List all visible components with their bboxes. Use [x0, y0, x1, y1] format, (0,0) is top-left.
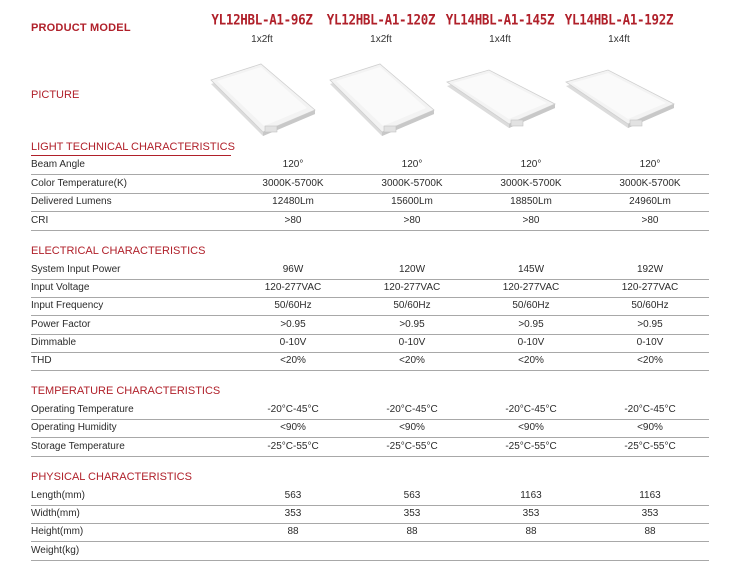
row-value: 88: [644, 526, 656, 537]
table-row: [31, 487, 709, 506]
row-value: 3000K-5700K: [381, 178, 443, 189]
row-label: Color Temperature(K): [31, 178, 127, 189]
model-name-2: YL12HBL-A1-120Z: [326, 10, 436, 29]
row-value: 50/60Hz: [631, 300, 669, 311]
row-label: Operating Humidity: [31, 422, 117, 433]
model-name-4: YL14HBL-A1-192Z: [564, 10, 674, 29]
row-value: 0-10V: [636, 337, 664, 348]
row-value: 120°: [639, 159, 661, 170]
row-value: 120°: [401, 159, 423, 170]
row-value: 120°: [520, 159, 542, 170]
table-row: [31, 193, 709, 212]
row-value: 3000K-5700K: [500, 178, 562, 189]
row-value: 50/60Hz: [512, 300, 550, 311]
product-image-4: [560, 62, 678, 142]
row-value: 353: [284, 508, 302, 519]
row-value: 120-277VAC: [383, 282, 441, 293]
row-label: Input Voltage: [31, 282, 90, 293]
section-title-temperature: TEMPERATURE CHARACTERISTICS: [31, 385, 221, 397]
row-value: <20%: [518, 355, 544, 366]
row-label: Dimmable: [31, 337, 77, 348]
row-value: 145W: [517, 264, 545, 275]
model-size-4: 1x4ft: [608, 34, 630, 45]
row-value: -20°C-45°C: [624, 404, 676, 415]
product-image-3: [441, 62, 559, 142]
row-label: THD: [31, 355, 52, 366]
row-value: >0.95: [518, 319, 544, 330]
row-value: >80: [284, 215, 302, 226]
product-image-1: [203, 62, 321, 142]
table-row: [31, 352, 709, 371]
table-row: [31, 156, 709, 175]
row-value: >80: [403, 215, 421, 226]
picture-label: PICTURE: [31, 89, 80, 101]
row-value: -25°C-55°C: [267, 441, 319, 452]
model-name-1: YL12HBL-A1-96Z: [211, 10, 313, 29]
model-size-1: 1x2ft: [251, 34, 273, 45]
row-value: 1163: [639, 490, 661, 501]
row-value: 88: [287, 526, 299, 537]
table-row: [31, 438, 709, 457]
row-value: <20%: [399, 355, 425, 366]
row-value: 120W: [398, 264, 426, 275]
row-value: <90%: [399, 422, 425, 433]
table-row: [31, 523, 709, 542]
table-row: [31, 212, 709, 231]
row-value: <90%: [518, 422, 544, 433]
row-value: >0.95: [399, 319, 425, 330]
row-value: 120-277VAC: [264, 282, 322, 293]
row-value: -20°C-45°C: [386, 404, 438, 415]
row-value: -25°C-55°C: [386, 441, 438, 452]
row-value: 88: [406, 526, 418, 537]
section-title-light: LIGHT TECHNICAL CHARACTERISTICS: [31, 141, 235, 153]
row-value: 18850Lm: [510, 196, 552, 207]
table-row: [31, 401, 709, 420]
row-value: 120-277VAC: [502, 282, 560, 293]
row-label: Storage Temperature: [31, 441, 125, 452]
row-value: 120-277VAC: [621, 282, 679, 293]
row-value: 96W: [282, 264, 304, 275]
row-value: >80: [641, 215, 659, 226]
row-value: -25°C-55°C: [624, 441, 676, 452]
table-row: [31, 316, 709, 335]
row-label: Operating Temperature: [31, 404, 134, 415]
row-value: -20°C-45°C: [267, 404, 319, 415]
row-value: 3000K-5700K: [262, 178, 324, 189]
row-value: 3000K-5700K: [619, 178, 681, 189]
row-value: 563: [403, 490, 421, 501]
row-value: -25°C-55°C: [505, 441, 557, 452]
table-row: [31, 261, 709, 280]
row-label: Power Factor: [31, 319, 91, 330]
row-label: Weight(kg): [31, 545, 80, 556]
table-row: [31, 334, 709, 353]
row-label: System Input Power: [31, 264, 121, 275]
row-value: 353: [641, 508, 659, 519]
model-size-3: 1x4ft: [489, 34, 511, 45]
row-value: >0.95: [637, 319, 663, 330]
row-value: -20°C-45°C: [505, 404, 557, 415]
row-value: 24960Lm: [629, 196, 671, 207]
row-value: <90%: [637, 422, 663, 433]
row-value: 353: [403, 508, 421, 519]
row-value: <20%: [280, 355, 306, 366]
row-value: 50/60Hz: [274, 300, 312, 311]
row-value: 0-10V: [398, 337, 426, 348]
row-value: 12480Lm: [272, 196, 314, 207]
row-value: >80: [522, 215, 540, 226]
product-image-2: [322, 62, 440, 142]
row-value: 88: [525, 526, 537, 537]
row-label: Height(mm): [31, 526, 84, 537]
row-value: 0-10V: [517, 337, 545, 348]
row-label: CRI: [31, 215, 49, 226]
table-row: [31, 279, 709, 298]
row-value: 353: [522, 508, 540, 519]
model-size-2: 1x2ft: [370, 34, 392, 45]
row-label: Delivered Lumens: [31, 196, 112, 207]
row-label: Length(mm): [31, 490, 85, 501]
table-row: [31, 505, 709, 524]
product-model-label: PRODUCT MODEL: [31, 22, 131, 34]
row-label: Width(mm): [31, 508, 80, 519]
table-row: [31, 419, 709, 438]
row-value: >0.95: [280, 319, 306, 330]
row-value: 0-10V: [279, 337, 307, 348]
row-value: 120°: [282, 159, 304, 170]
row-value: 15600Lm: [391, 196, 433, 207]
section-title-physical: PHYSICAL CHARACTERISTICS: [31, 471, 192, 483]
model-name-3: YL14HBL-A1-145Z: [445, 10, 555, 29]
row-value: 192W: [636, 264, 664, 275]
table-row: [31, 175, 709, 194]
row-label: Beam Angle: [31, 159, 85, 170]
row-value: <20%: [637, 355, 663, 366]
row-value: 1163: [520, 490, 542, 501]
row-value: <90%: [280, 422, 306, 433]
row-label: Input Frequency: [31, 300, 104, 311]
table-row: [31, 297, 709, 316]
section-title-electrical: ELECTRICAL CHARACTERISTICS: [31, 245, 206, 257]
row-value: 563: [284, 490, 302, 501]
row-value: 50/60Hz: [393, 300, 431, 311]
table-row: [31, 542, 709, 561]
